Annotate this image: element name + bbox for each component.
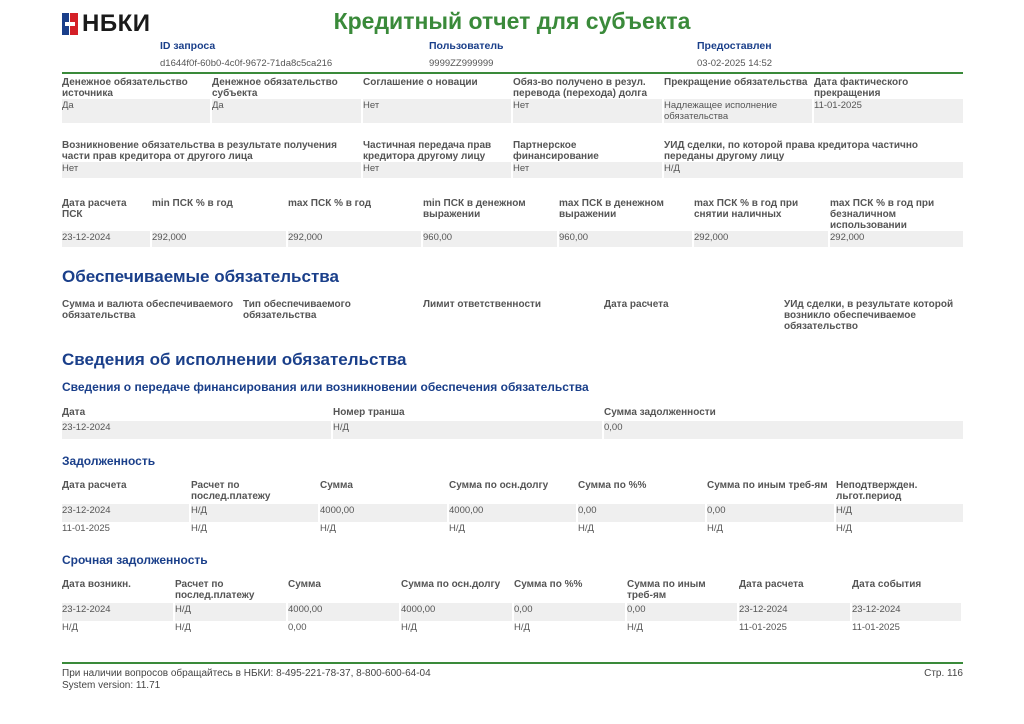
urgent-debt-subtitle: Срочная задолженность: [62, 553, 208, 567]
table-cell: Н/Д: [401, 622, 417, 633]
request-id-label: ID запроса: [160, 40, 216, 52]
table-cell: 23-12-2024: [739, 603, 850, 621]
table-cell: Н/Д: [627, 622, 643, 633]
table-header-row: [62, 77, 963, 99]
table-cell: 23-12-2024: [852, 603, 961, 621]
psk-table: [62, 198, 963, 247]
table-header-cell: Расчет по послед.платежу: [175, 579, 255, 601]
transfer-subtitle: Сведения о передаче финансирования или возникновении обеспечения обязательства: [62, 380, 589, 394]
table-cell: 11-01-2025: [852, 622, 900, 633]
table-header-cell: УИД сделки, по которой права кредитора частично переданы другому лицу: [664, 140, 919, 162]
table-cell: 960,00: [423, 231, 557, 247]
table-cell: Нет: [363, 162, 511, 178]
table-cell: 4000,00: [320, 504, 447, 522]
table-header-cell: Номер транша: [333, 407, 405, 418]
table-row: [62, 621, 963, 639]
table-cell: Нет: [513, 162, 662, 178]
table-cell: Надлежащее исполнение обязательства: [664, 99, 812, 123]
table-cell: 292,000: [830, 231, 963, 247]
table-row: [62, 231, 963, 247]
user-value: 9999ZZ999999: [429, 58, 494, 69]
table-cell: Н/Д: [175, 603, 286, 621]
table-cell: Н/Д: [449, 523, 465, 534]
request-meta: [160, 40, 960, 72]
table-header-cell: Сумма по осн.долгу: [401, 579, 501, 590]
table-header-cell: Неподтвержден. льгот.период: [836, 480, 918, 502]
table-header-cell: Дата фактического прекращения: [814, 77, 909, 99]
table-header-cell: Сумма по %%: [578, 480, 647, 491]
obligation-attributes-table: [62, 77, 963, 123]
footer-info: [62, 668, 431, 692]
table-header-cell: Сумма и валюта обеспечиваемого обязательства: [62, 299, 234, 321]
user-block: [429, 40, 503, 69]
table-cell: 292,000: [152, 231, 286, 247]
table-cell: 0,00: [514, 603, 625, 621]
table-cell: 23-12-2024: [62, 421, 331, 439]
table-header-row: [62, 480, 963, 504]
table-cell: Да: [62, 99, 210, 123]
debt-table: [62, 480, 963, 540]
table-header-cell: Сумма по иным треб-ям: [707, 480, 828, 491]
table-row: [62, 603, 963, 621]
table-header-cell: min ПСК в денежном выражении: [423, 198, 526, 220]
table-cell: 11-01-2025: [814, 99, 963, 123]
table-cell: 0,00: [627, 603, 737, 621]
transfer-table: [62, 407, 963, 439]
user-label: Пользователь: [429, 40, 504, 52]
table-cell: 292,000: [288, 231, 421, 247]
table-cell: Н/Д: [333, 421, 602, 439]
table-cell: Н/Д: [320, 523, 336, 534]
table-cell: 23-12-2024: [62, 504, 189, 522]
table-cell: 23-12-2024: [62, 231, 150, 247]
table-header-cell: Дата возникн.: [62, 579, 131, 590]
table-row: [62, 162, 963, 178]
table-row: [62, 522, 963, 540]
table-cell: Н/Д: [191, 504, 318, 522]
table-header-cell: Обяз-во получено в резул. перевода (перехода) долга: [513, 77, 648, 99]
table-cell: 292,000: [694, 231, 828, 247]
table-header-cell: Сумма по %%: [514, 579, 583, 590]
table-header-cell: Партнерское финансирование: [513, 140, 599, 162]
table-cell: Н/Д: [175, 622, 191, 633]
table-cell: Н/Д: [514, 622, 530, 633]
request-id-block: [160, 40, 332, 69]
table-header-row: [62, 299, 963, 333]
debt-subtitle: Задолженность: [62, 454, 156, 468]
table-cell: Н/Д: [664, 162, 963, 178]
table-header-cell: Дата расчета ПСК: [62, 198, 127, 220]
table-cell: Нет: [363, 99, 511, 123]
table-cell: Н/Д: [836, 504, 963, 522]
table-cell: Да: [212, 99, 361, 123]
table-header-cell: Лимит ответственности: [423, 299, 542, 310]
provided-value: 03-02-2025 14:52: [697, 58, 773, 69]
table-header-cell: Дата события: [852, 579, 922, 590]
table-header-cell: Денежное обязательство субъекта: [212, 77, 338, 99]
table-header-cell: Сумма: [288, 579, 321, 590]
table-header-cell: Сумма: [320, 480, 353, 491]
table-header-cell: Дата расчета: [604, 299, 669, 310]
table-row: [62, 504, 963, 522]
table-cell: 0,00: [288, 622, 307, 633]
table-header-cell: Дата расчета: [62, 480, 127, 491]
provided-block: [697, 40, 772, 69]
secured-obligations-table: [62, 299, 963, 333]
table-header-cell: Прекращение обязательства: [664, 77, 808, 88]
table-cell: 4000,00: [449, 504, 576, 522]
table-cell: 4000,00: [401, 603, 512, 621]
table-header-cell: min ПСК % в год: [152, 198, 233, 209]
rights-transfer-table: [62, 140, 963, 178]
table-header-cell: Сумма по иным треб-ям: [627, 579, 706, 601]
table-header-cell: Дата расчета: [739, 579, 804, 590]
table-row: [62, 99, 963, 123]
table-header-cell: Денежное обязательство источника: [62, 77, 188, 99]
table-cell: Нет: [62, 162, 361, 178]
footer-contact: При наличии вопросов обращайтесь в НБКИ: 8-495-221-78-37, 8-800-600-64-04: [62, 668, 431, 679]
table-cell: 0,00: [578, 504, 705, 522]
table-cell: Н/Д: [836, 523, 852, 534]
table-cell: Нет: [513, 99, 662, 123]
table-header-cell: max ПСК % в год при безналичном использовании: [830, 198, 935, 231]
table-cell: Н/Д: [191, 523, 207, 534]
urgent-debt-table: [62, 579, 963, 639]
table-header-row: [62, 407, 963, 421]
footer-version: System version: 11.71: [62, 680, 161, 691]
table-cell: 0,00: [707, 504, 834, 522]
table-header-cell: max ПСК в денежном выражении: [559, 198, 664, 220]
secured-obligations-title: Обеспечиваемые обязательства: [62, 267, 339, 286]
table-header-cell: Сумма задолженности: [604, 407, 716, 418]
request-id-value: d1644f0f-60b0-4c0f-9672-71da8c5ca216: [160, 58, 333, 69]
table-header-cell: Соглашение о новации: [363, 77, 478, 88]
table-cell: Н/Д: [578, 523, 594, 534]
table-header-cell: УИд сделки, в результате которой возникло обеспечиваемое обязательство: [784, 299, 954, 332]
table-cell: 11-01-2025: [62, 523, 110, 534]
table-row: [62, 421, 963, 439]
provided-label: Предоставлен: [697, 40, 772, 52]
execution-section-title: Сведения об исполнении обязательства: [62, 350, 407, 369]
table-header-row: [62, 579, 963, 603]
table-header-cell: Частичная передача прав кредитора другому лицу: [363, 140, 492, 162]
table-cell: 23-12-2024: [62, 603, 173, 621]
table-header-cell: Дата: [62, 407, 86, 418]
table-header-cell: Возникновение обязательства в результате получения части прав кредитора от другого лица: [62, 140, 337, 162]
table-cell: Н/Д: [62, 622, 78, 633]
table-header-cell: Тип обеспечиваемого обязательства: [243, 299, 351, 321]
table-header-cell: max ПСК % в год: [288, 198, 372, 209]
logo-text: НБКИ: [82, 10, 151, 37]
table-header-row: [62, 140, 963, 162]
footer-divider: [62, 662, 963, 664]
table-cell: 11-01-2025: [739, 622, 787, 633]
table-cell: 0,00: [604, 421, 963, 439]
table-header-cell: max ПСК % в год при снятии наличных: [694, 198, 799, 220]
document-title: Кредитный отчет для субъекта: [333, 8, 691, 34]
table-cell: Н/Д: [707, 523, 723, 534]
table-cell: 4000,00: [288, 603, 399, 621]
table-header-row: [62, 198, 963, 231]
table-header-cell: Расчет по послед.платежу: [191, 480, 271, 502]
table-header-cell: Сумма по осн.долгу: [449, 480, 549, 491]
page-number: Стр. 116: [924, 668, 963, 679]
header-divider: [62, 72, 963, 74]
table-cell: 960,00: [559, 231, 692, 247]
